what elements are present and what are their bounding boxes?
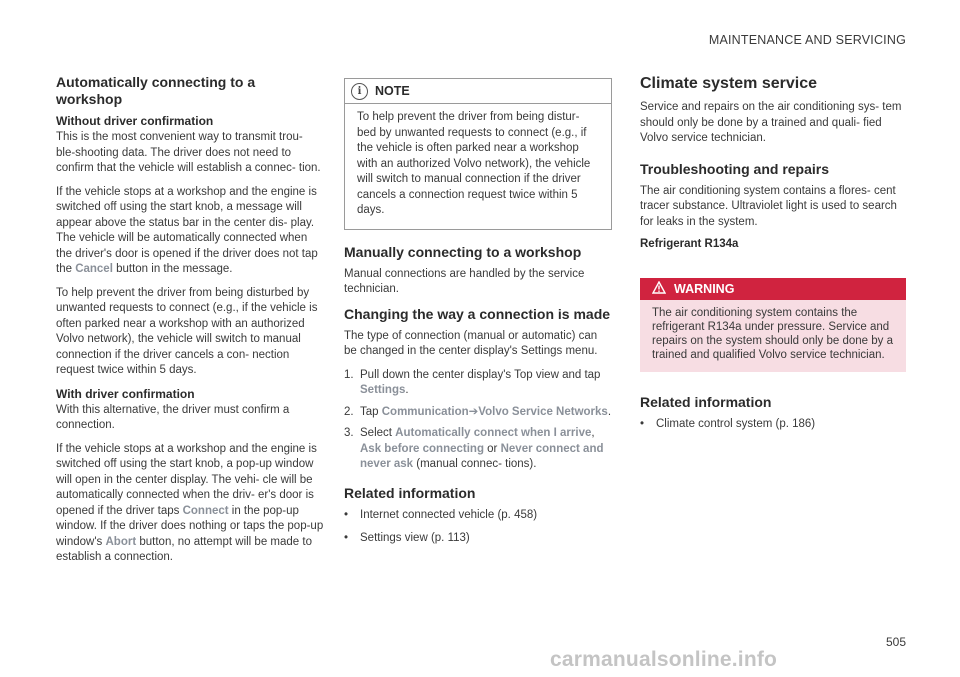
arrow-right-icon: ➔ <box>468 405 479 418</box>
section-title: Automatically connecting to a workshop <box>56 74 256 107</box>
info-icon: i <box>351 83 368 100</box>
warning-box <box>640 278 906 372</box>
button-reference: Never connect and never ask <box>360 442 604 470</box>
button-reference: Communication <box>381 405 469 418</box>
button-reference: Volvo Service Networks <box>478 405 608 418</box>
watermark: carmanualsonline.info <box>550 648 778 671</box>
button-reference: Connect <box>182 504 229 517</box>
subsection-title: Without driver confirmation <box>56 114 214 128</box>
paragraph: Service and repairs on the air conditioning sys- tem should only be done by a trained and quali- fied Volvo service technician. <box>640 101 902 144</box>
paragraph: This is the most convenient way to transmit trou- ble-shooting data. The driver does not need to confirm that the vehicle will establish a connec- tion. <box>56 131 321 174</box>
paragraph: The type of connection (manual or automatic) can be changed in the center display's Settings menu. <box>344 329 598 357</box>
column-left <box>56 74 324 574</box>
column-middle <box>344 74 612 555</box>
warning-header <box>640 278 906 300</box>
steps-list <box>344 368 612 473</box>
page-number: 505 <box>885 635 906 649</box>
button-reference: Settings <box>360 384 406 396</box>
button-reference: Abort <box>105 535 137 548</box>
related-list <box>640 417 906 433</box>
column-right <box>640 74 906 441</box>
list-item: 3. Select Automatically connect when I arrive, Ask before connecting or Never connect and never ask (manual connec- tions). <box>344 427 604 470</box>
paragraph: With this alternative, the driver must confirm a connection. <box>56 403 290 431</box>
button-reference: Cancel <box>75 263 113 275</box>
related-item[interactable]: • Settings view (p. 113) <box>344 532 470 544</box>
section-title: Troubleshooting and repairs <box>640 160 830 177</box>
section-title: Climate system service <box>640 75 817 92</box>
warning-triangle-icon <box>652 281 666 297</box>
paragraph: Manual connections are handled by the service technician. <box>344 267 585 295</box>
paragraph: To help prevent the driver from being disturbed by unwanted requests to connect (e.g., if the vehicle is often parked near a workshop with an authorized Volvo network), the vehicle will switch to manual connection if the driver cancels a con- nection request twice within 5 days. <box>56 286 318 376</box>
note-label: NOTE <box>375 84 410 98</box>
subsection-title: Refrigerant R134a <box>640 238 739 250</box>
button-reference: Ask before connecting <box>360 442 484 455</box>
page-header: MAINTENANCE AND SERVICING <box>708 33 906 47</box>
list-item: 1. Pull down the center display's Top view and tap Settings. <box>344 368 601 396</box>
related-list <box>344 508 612 547</box>
note-box <box>344 78 612 230</box>
section-title: Manually connecting to a workshop <box>344 243 582 260</box>
paragraph: If the vehicle stops at a workshop and the engine is switched off using the start knob, a pop-up window will open in the center display. The vehi- cle will be automatically connected when the driv- er's door is opened if the driver taps Connect in the pop-up window. If the driver does nothing or taps the pop-up window's Abort button, no attempt will be made to establish a connection. <box>56 442 324 563</box>
list-item: 2. Tap Communication➔Volvo Service Networks. <box>344 405 612 418</box>
related-title: Related information <box>640 394 772 410</box>
related-title: Related information <box>344 484 476 501</box>
paragraph: The air conditioning system contains a flores- cent tracer substance. Ultraviolet light is used to search for leaks in the system. <box>640 184 897 228</box>
warning-text: The air conditioning system contains the refrigerant R134a under pressure. Service and repairs on the system should only be done by a trained and qualified Volvo service technician. <box>652 307 894 361</box>
paragraph: If the vehicle stops at a workshop and the engine is switched off using the start knob, a message will appear above the status bar in the center dis- play. The vehicle will be automatically connected when the driver's door is opened if the driver does not tap the Cancel button in the message. <box>56 185 318 275</box>
related-item[interactable]: • Internet connected vehicle (p. 458) <box>344 508 538 521</box>
section-title: Changing the way a connection is made <box>344 305 611 322</box>
button-reference: Automatically connect when I arrive <box>395 427 592 439</box>
related-item[interactable]: • Climate control system (p. 186) <box>640 418 816 430</box>
subsection-title: With driver confirmation <box>56 386 195 401</box>
note-header <box>345 79 611 104</box>
warning-label: WARNING <box>674 282 735 296</box>
note-text: To help prevent the driver from being distur- bed by unwanted requests to connect (e.g., if the vehicle is often parked near a workshop with an authorized Volvo network), the vehicle will switch to manual connection if the driver cancels a connection request twice within 5 days. <box>357 111 591 216</box>
